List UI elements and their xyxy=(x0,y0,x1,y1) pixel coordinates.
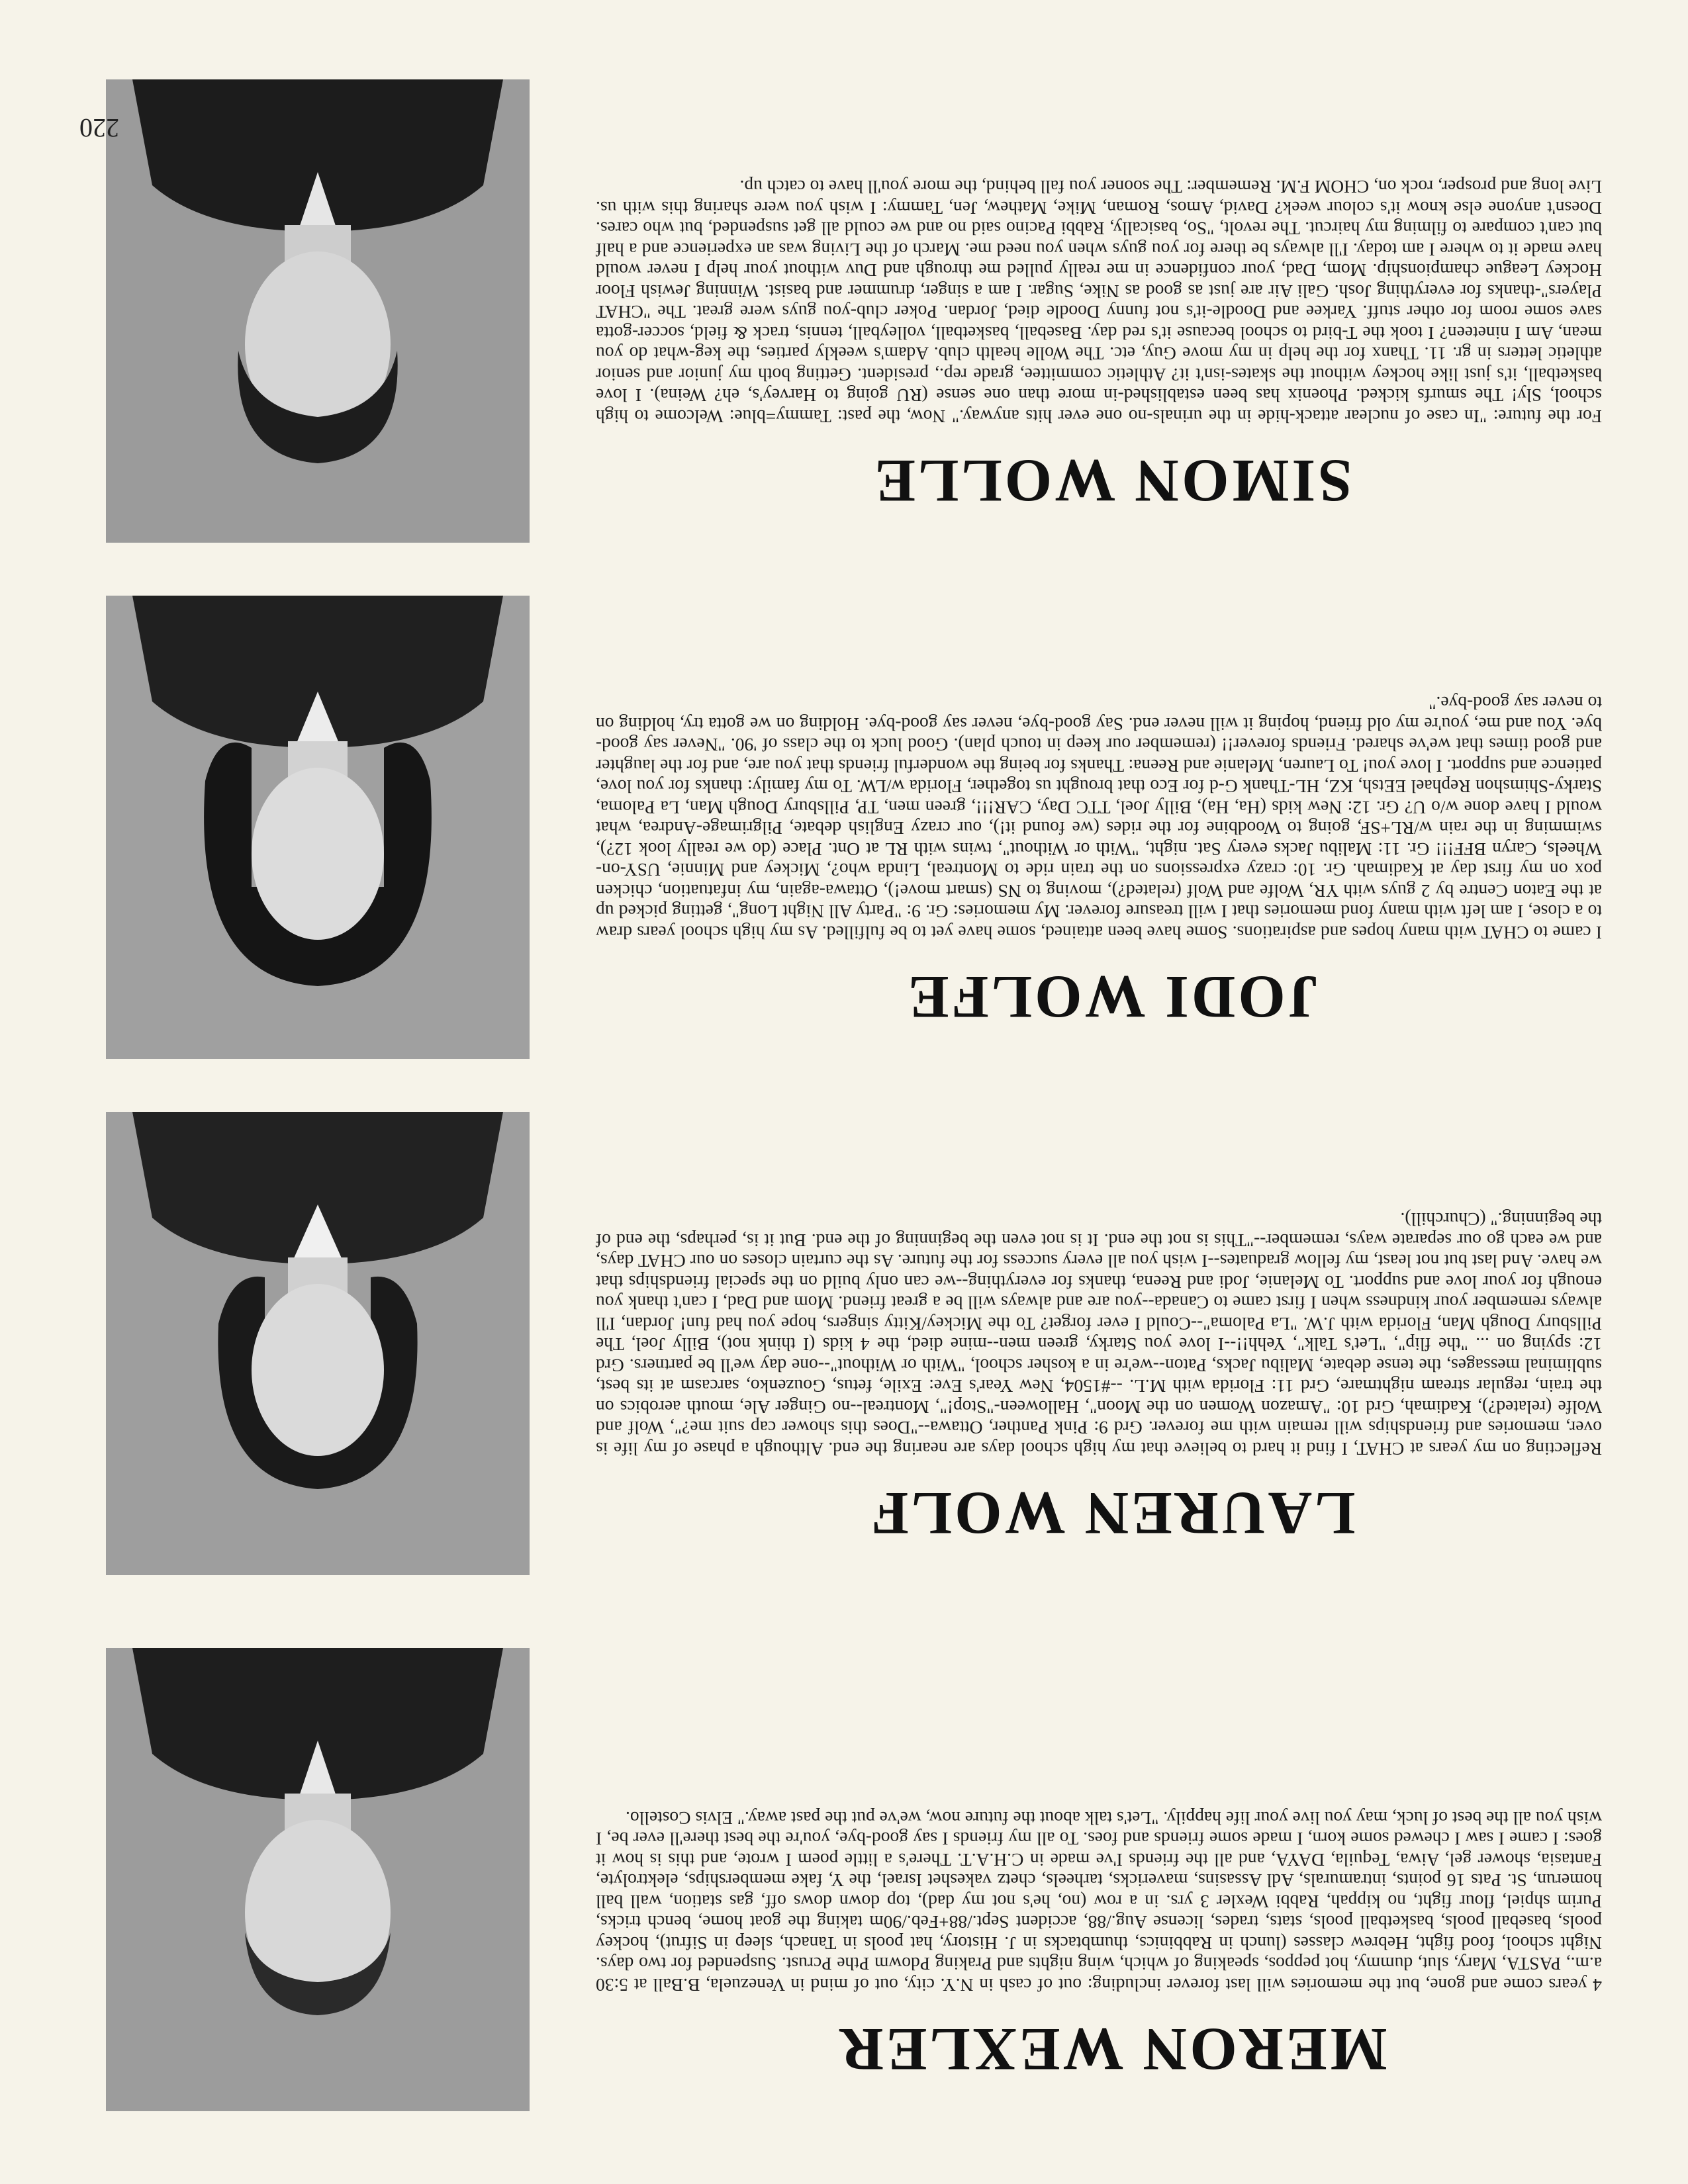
page-number: 220 xyxy=(79,113,119,143)
grad-portrait-photo xyxy=(106,1112,530,1575)
grad-bio: I came to CHAT with many hopes and aspirations. Some have been attained, some have yet to be fulfilled. As my high school years draw to a close, I am left with many fond memories that I will treasure forever. My memories: Gr. 9: "Party All Night Long", getting picked up at the Eaton Centre by 2 guys with YR, Wolfe and Wolf (related?), moving to NS (smart move!), Ottawa-again, my infatuation, chicken pox on my first day at Kadimah. Gr. 10: crazy expressions on the train ride to Montreal, Linda who?, Mickey and Minnie, USY-on-Wheels, Caryn BFF!!! Gr. 11: Malibu Jacks every Sat. night, "With or Without", twins with RL at Ont. Place (do we really look 12?), swimming in the rain w/RL+SF, going to Woodbine for the rides (we found it!), our crazy English debate, Pilgrimage-Andrea, what would I have done w/o U? Gr. 12: New kids (Ha, Ha), Billy Joel, TTC Day, CAR!!!, green men, TP, Pillsbury Dough Man, La Paloma, Starky-Shimshon Rephael EEtsh, KZ, HL-Thank G-d for Eco that brought us together, Florida w/LW. To my family: thanks for you love, patience and support. I love you! To Lauren, Melanie and Reena: Thanks for being the wonderful friends that you are, and for the laughter and good times that we've shared. Friends forever!! (remember our keep in touch plan). Good luck to the class of '90. "Never say good-bye. You and me, you're my old friend, hoping it will never end. Say good-bye, never say good-bye. Holding on we gotta try, holding on to never say good-bye." xyxy=(596,693,1602,943)
grad-bio: Reflecting on my years at CHAT, I find it hard to believe that my high school days are nearing the end. Although a phase of my life is over, memories and friendships will remain with me forever. Grd 9: Pink Panther, Ottawa--"Does this shower cap suit me?", Wolf and Wolfe (related?), Kadimah, Grd 10: "Amazon Women on the Moon", Halloween-"Stop!", Montreal--no Ginger Ale, mouth aerobics on the train, regular stream nightmare, Grd 11: Florida with M.L. --#1504, New Year's Eve: Exile, fetus, Gouzenko, sarcasm at its best, subliminal messages, the tense debate, Malibu Jacks, Paton--we're in a kosher school, "With or Without"--one day we'll be partners. Grd 12: spying on ... "the flip", "Let's Talk", Yehh!!--I love you Starky, green men--mine died, the 4 kids (I think not), Billy Joel, The Pillsbury Dough Man, Florida with J.W. "La Paloma"--Could I ever forget? To the Mickey/Kitty singers, hope you had fun! Jordan, I'll always remember your kindness when I first came to Canada--you are and always will be a great friend. Mom and Dad, I can't thank you enough for your love and support. To Melanie, Jodi and Reena, thanks for everything--we can only build on the special friendships that we have. And last but not least, my fellow graduates--I wish you all every success for the future. As the curtain closes on our CHAT days, and we each go our separate ways, remember--"This is not the end. It is not even the beginning of the end. But it is, perhaps, the end of the beginning." (Churchill). xyxy=(596,1209,1602,1459)
grad-portrait-photo xyxy=(106,596,530,1059)
grad-portrait-photo xyxy=(106,79,530,543)
grad-entry-simon-wolle xyxy=(99,66,1602,543)
grad-name: LAUREN WOLF xyxy=(868,1480,1356,1547)
grad-bio: 4 years come and gone, but the memories will last forever including: out of cash in N.Y. city, out of mind in Venezuela, B.Ball at 5:30 a.m., PASTA, Mary, slut, dummy, hot peppos, speaking of which, wing nights and Praking Pdowm Pthe Pcrust. Suspended for two days. Night school, food fight, Hebrew classes (lunch in Rabbinics, thumbtacks in J. History, hat pools in Tanach, sleep in Sifrut), hockey pools, baseball pools, basketball pools, stats, trades, license Aug./88, accident Sept./88+Feb./90m taking the goat home, bench tricks, Purim shpiel, flour fight, no kippah, Rabbi Wexler 3 yrs. in a row (no, he's not my dad), top down dows off, gas station, wall ball homerun, St. Pats 16 points, intramurals, Adl Assasins, mavericks, tarheels, chetz vakeshet Israel, the Y, fake memberships, elektrolyte, Fantasia, shower gel, Aiwa, Tequila, DAYA, and all the friends I've made in C.H.A.T. There's a little poem I wrote, and this is how it goes: I came I saw I chewed some korn, I made some friends and foes. To all my friends I say good-bye, you're the best there'll ever be, I wish you all the best of luck, may you live your life happily. "Let's talk about the future now, we've put the past away." Elvis Costello. xyxy=(596,1808,1602,1995)
grad-bio: For the future: "In case of nuclear attack-hide in the urinals-no one ever hits anyway." Now, the past: Tammy=blue: Welcome to high school, Sly! The smurfs kicked. Phoenix has been established-in more than one sense (RU going to Harvey's, eh? Weina). I love basketball, it's just like hockey without the skates-isn't it? Athletic committee, grade rep., president. Getting both my junior and senior athletic letters in gr. 11. Thanx for the help in my move Guy, etc. The Wolle health club. Adam's weekly parties, the keg-what do you mean, Am I nineteen? I took the T-bird to school because it's red day. Baseball, basketball, volleyball, tennis, track & field, soccer-gotta save some room for other stuff. Yarkee and Doodle-it's not funny Doodle died, Jordan. Poker club-you guys were great. The "CHAT Players"-thanks for everything Josh. Gali Air are just as good as Nike, Sugar. I am a singer, drummer and basist. Winning Jewish Floor Hockey League championship. Mom, Dad, your confidence in me really pulled me through and Duv without your help I never would have made it to where I am today. I'll always be there for you guys when you need me. March of the Living was an experience and a half but can't compare to filming my haircut. The revolt, "So, basically, Rabbi Pacino said no and we could all get suspended, but who cares. Doesn't anyone else know it's colour week? David, Amos, Roman, Mike, Mathew, Jen, Tammy: I wish you were sharing this with us. Live long and prosper, rock on, CHOM F.M. Remember: The sooner you fall behind, the more you'll have to catch up. xyxy=(596,177,1602,427)
grad-entry-meron-wexler xyxy=(99,1635,1602,2111)
grad-portrait-photo xyxy=(106,1648,530,2111)
grad-name: JODI WOLFE xyxy=(906,964,1319,1031)
grad-entry-jodi-wolfe xyxy=(99,582,1602,1059)
grad-entry-lauren-wolf xyxy=(99,1099,1602,1575)
grad-name: SIMON WOLLE xyxy=(872,447,1352,515)
grad-name: MERON WEXLER xyxy=(837,2016,1387,2083)
